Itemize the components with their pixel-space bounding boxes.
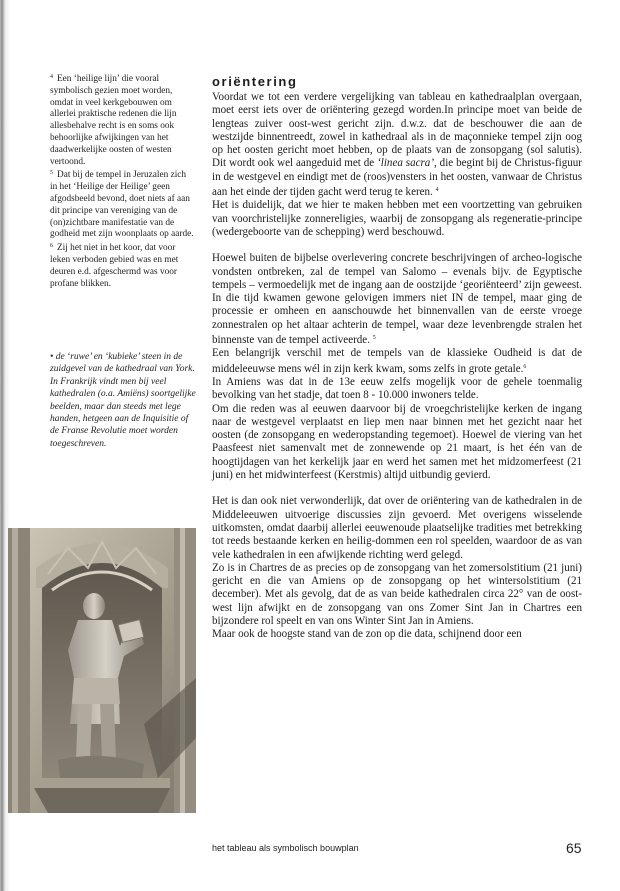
running-footer-title: het tableau als symbolisch bouwplan xyxy=(212,843,359,853)
paragraph: Het is dan ook niet verwonderlijk, dat over de oriëntering van de kathedralen in de Middeleeuwen uitvoerige discussies zijn gevoerd. Met overigens wisselende uitkomsten, omdat daarbij allerlei eeuwenoude plaatselijke tradities met betrekking tot reeds bestaande kerken en heilig-dommen een rol speelden, waardoor de as van vele kathedralen in een afwijkende richting werd gelegd. Zo is in Chartres de as precies op de zonsopgang van het zomersolstitium (21 juni) gericht en die van Amiens op de zonsopgang op het wintersolstitium (21 december). Met als gevolg, dat de as van beide kathedralen circa 22° van de oost-west lijn afwijkt en de zonsopgang van ons Zomer Sint Jan in Chartres een bijzondere rol speelt en van ons Winter Sint Jan in Amiens. Maar ook de hoogste stand van de zon op die data, schijnend door een xyxy=(212,495,582,641)
footnote-6 xyxy=(50,241,195,290)
image-caption xyxy=(50,351,196,450)
footnote-ref: 5 xyxy=(372,335,376,342)
footnote-number: 5 xyxy=(50,170,53,177)
statue-illustration xyxy=(8,528,196,813)
footnote-ref: 6 xyxy=(523,363,527,370)
cathedral-statue-photo xyxy=(8,528,196,813)
footnote-text: Een ‘heilige lijn’ die vooral symbolisch gezien moet worden, omdat in veel kerkgebouwen om allerlei praktische redenen die lijn allesbehalve recht is en soms ook behoorlijke afwijkingen van het daadwerkelijke oosten of westen vertoond. xyxy=(50,74,177,167)
footnotes-column xyxy=(50,72,195,290)
caption-line: In Frankrijk vindt men bij veel kathedralen (o.a. Amiëns) soortgelijke beelden, maar dan steeds met lege handen, hetgeen aan de Inquisitie of de Franse Revolutie moet worden toegeschreven. xyxy=(50,376,196,449)
footnote-text: Zij het niet in het koor, dat voor leken verboden gebied was en met deuren e.d. afgeschermd was voor profane blikken. xyxy=(50,243,179,289)
footnote-number: 6 xyxy=(50,243,53,250)
footnote-5 xyxy=(50,168,195,241)
main-text-column xyxy=(212,74,582,642)
caption-line: • de ‘ruwe’ en ‘kubieke’ steen in de zuidgevel van de kathedraal van York. xyxy=(50,352,195,375)
footnote-ref: 4 xyxy=(435,187,439,194)
paragraph: Voordat we tot een verdere vergelijking van tableau en kathedraalplan overgaan, moet eerst iets over de oriëntering gezegd worden.In principe moet van beide de lengteas zuiver oost-west gericht zijn. d.w.z. dat de beschouwer die aan de westzijde binnentreedt, zowel in kathedraal als in de maçonnieke tempel zijn oog op het oosten gericht moet hebben, op de plaats van de zonsopgang (sol salutis). Dit wordt ook wel aangeduid met de ‘linea sacra’, die begint bij de Christus-figuur in de westgevel en eindigt met de (roos)vensters in het oosten, vanwaar de Christus aan het einde der tijden gacht werd terug te keren. $^4$ Het is duidelijk, dat we hier te maken hebben met een voortzetting van gebruiken van voorchristelijke zonnereligies, waarbij de zonsopgang als regeneratie-principe (wedergeboorte van de schepping) werd beschouwd. xyxy=(212,91,583,238)
footnote-4 xyxy=(50,72,195,168)
footnote-number: 4 xyxy=(50,74,53,80)
page-number: 65 xyxy=(566,840,582,856)
paragraph: Hoewel buiten de bijbelse overlevering concrete beschrijvingen of archeo-logische vondsten ontbreken, zal de tempel van Salomo – evenals bijv. de Egyptische tempels – vermoedelijk met de ingang aan de oostzijde ‘georiënteerd’ zijn geweest. In die tijd kwamen gewone gelovigen immers niet IN de tempel, maar ging de processie er omheen en aanschouwde het binnenvallen van de eerste vroege zonnestralen op het altaar achterin de tempel, waar deze levenbrengde stralen het binnenste van de tempel activeerde. $^5$ Een belangrijk verschil met de tempels van de klassieke Oudheid is dat de middeleeuwse mens wél in zijn kerk kwam, soms zelfs in grote getale.$^6$ In Amiens was dat in de 13e eeuw zelfs mogelijk voor de gehele toenmalig bevolking van het stadje, dat toen 8 - 10.000 inwoners telde. Om die reden was al eeuwen daarvoor bij de vroegchristelijke kerken de ingang naar de westgevel verplaatst en liep men naar binnen met het gezicht naar het oosten (de zonsopgang en wederopstanding tegemoet). Hoewel de viering van het Paasfeest niet samenvalt met de zonnewende op 21 maart, is het één van de hoogtijdagen van het kerkelijk jaar en werd het samen met het midzomerfeest (21 juni) en het midwinterfeest (Kerstmis) altijd uitbundig gevierd. xyxy=(212,252,582,482)
footnote-text: Dat bij de tempel in Jeruzalen zich in het ‘Heilige der Heilige’ geen afgodsbeeld bevond, doet niets af aan dit principe van vereniging van de (on)zichtbare manifestatie van de godheid met zijn woonplaats op aarde. xyxy=(50,170,194,240)
emphasis-text: ‘linea sacra’ xyxy=(377,157,435,170)
section-heading: oriëntering xyxy=(212,74,298,89)
